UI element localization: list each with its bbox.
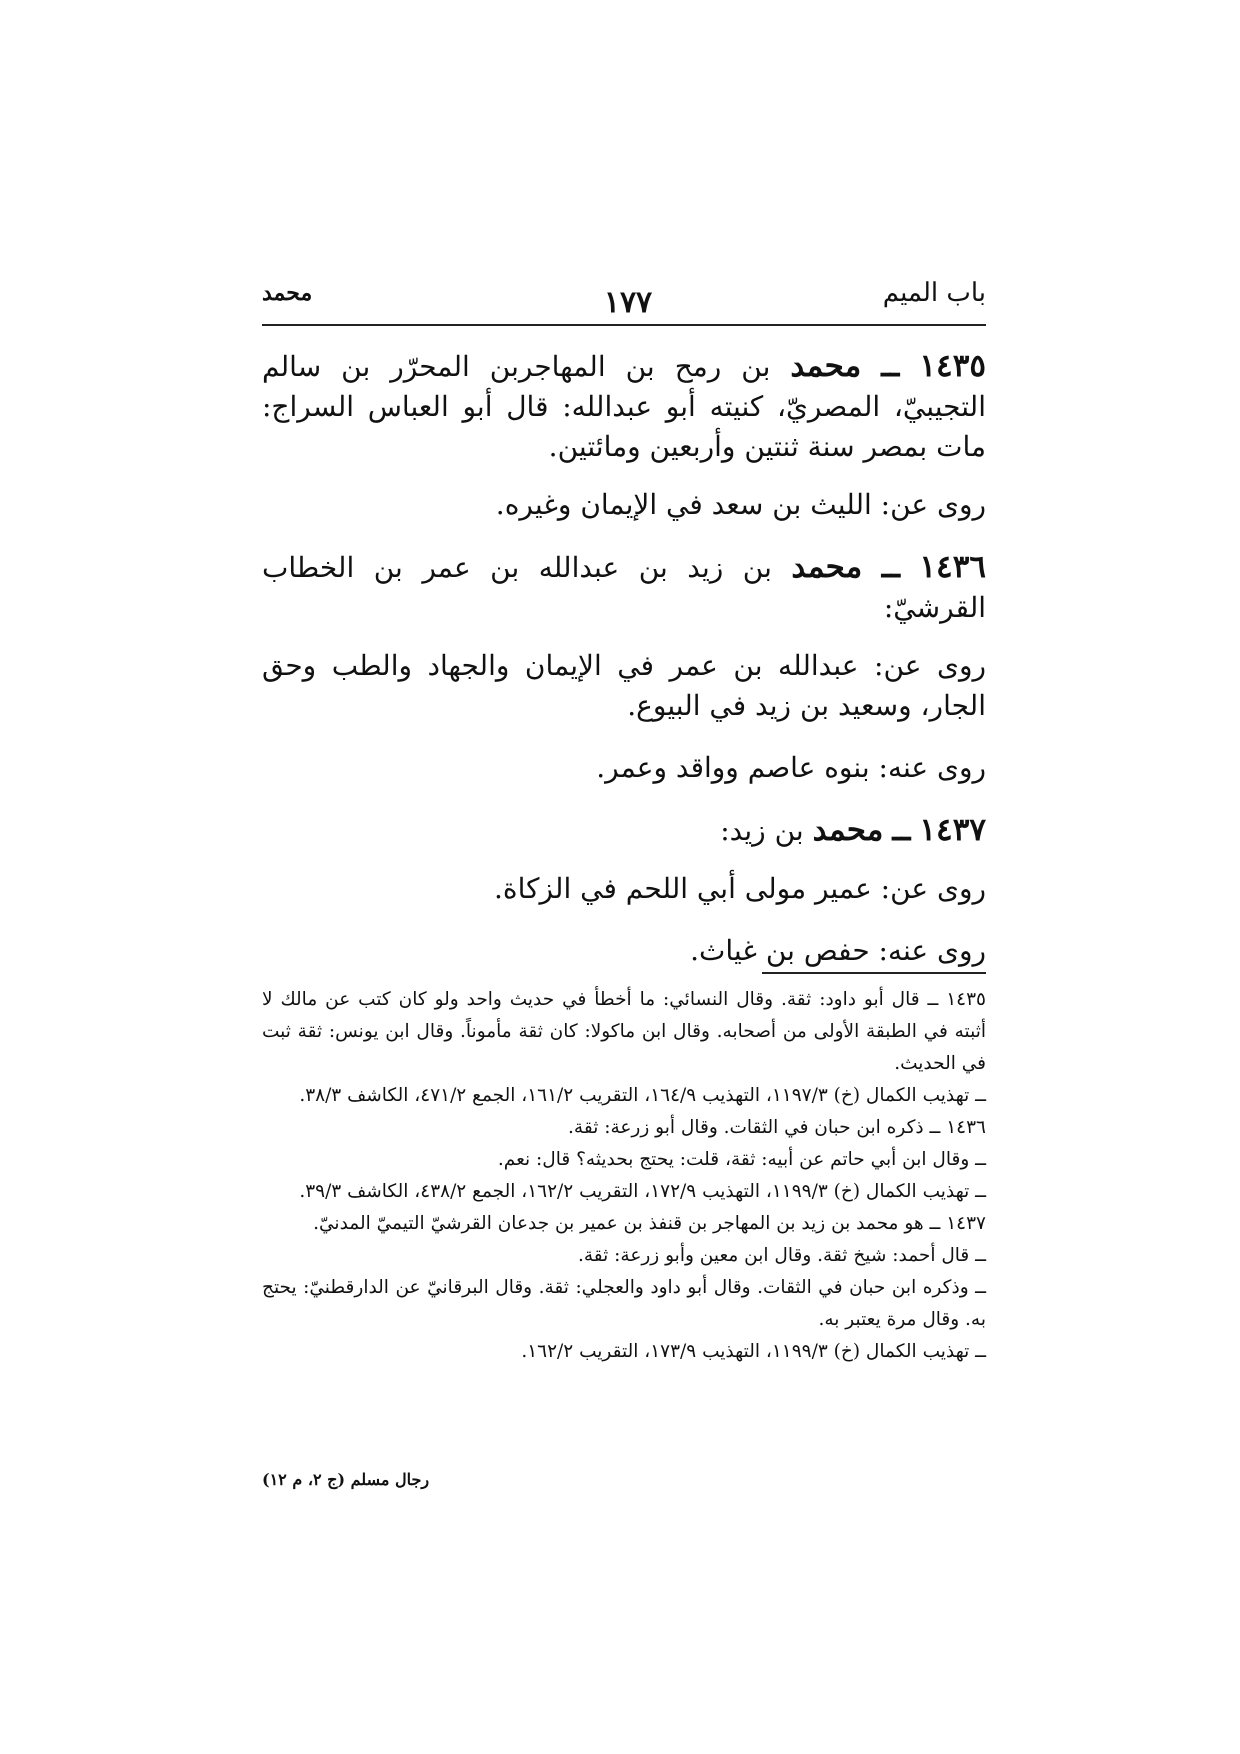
- footnote-line: ــ وقال ابن أبي حاتم عن أبيه: ثقة، قلت: يحتج بحديثه؟ قال: نعم.: [497, 1149, 986, 1170]
- entry-name: محمد: [790, 348, 862, 384]
- footnote-line: ــ تهذيب الكمال (خ) ١١٩٧/٣، التهذيب ١٦٤/٩، التقريب ١٦١/٢، الجمع ٤٧١/٢، الكاشف ٣٨/٣.: [299, 1085, 986, 1106]
- entry-dash: ــ: [881, 348, 900, 384]
- entry-1437-narrated-from: روى عن: عمير مولى أبي اللحم في الزكاة.: [494, 872, 986, 905]
- entry-1435: [262, 346, 986, 467]
- footnote-divider: [762, 972, 986, 974]
- footnote-1435: [262, 984, 986, 1112]
- chapter-title: باب الميم: [882, 278, 986, 308]
- entry-dash: ــ: [892, 812, 911, 848]
- entry-1435-narrated-from: روى عن: الليث بن سعد في الإيمان وغيره.: [495, 488, 986, 521]
- footnote-line: ــ قال أحمد: شيخ ثقة. وقال ابن معين وأبو زرعة: ثقة.: [578, 1245, 986, 1266]
- footnote-number: ١٤٣٧: [946, 1213, 986, 1234]
- footnote-line: [262, 1112, 986, 1144]
- footnote-line: ــ تهذيب الكمال (خ) ١١٩٩/٣، التهذيب ١٧٣/٩، التقريب ١٦٢/٢.: [521, 1341, 986, 1362]
- footnote-number: ١٤٣٥: [946, 989, 986, 1010]
- footnote-line: ــ وذكره ابن حبان في الثقات. وقال أبو داود والعجلي: ثقة. وقال البرقانيّ عن الدارقطنيّ: يحتج به. وقال مرة يعتبر به.: [262, 1277, 986, 1330]
- running-header: [262, 276, 986, 326]
- page-number: ١٧٧: [603, 285, 653, 320]
- entry-number: ١٤٣٦: [919, 549, 987, 585]
- signature-line: رجال مسلم (ج ٢، م ١٢): [262, 1470, 430, 1489]
- entry-number: ١٤٣٥: [919, 348, 986, 384]
- main-text: [262, 346, 986, 993]
- footnote-number: ١٤٣٦: [946, 1117, 986, 1138]
- section-title: محمد: [262, 280, 313, 306]
- entry-text: بن زيد بن عبدالله بن عمر بن الخطاب القرشيّ:: [262, 551, 986, 624]
- entry-text: بن رمح بن المهاجربن المحرّر بن سالم التجيبيّ، المصريّ، كنيته أبو عبدالله: قال أبو العباس السراج: مات بمصر سنة ثنتين وأربعين ومائتين.: [262, 350, 986, 463]
- entry-1436-narrated-from: روى عن: عبدالله بن عمر في الإيمان والجهاد والطب وحق الجار، وسعيد بن زيد في البيوع.: [262, 649, 986, 722]
- entry-number: ١٤٣٧: [919, 812, 986, 848]
- footnotes: [262, 984, 986, 1368]
- entry-text: بن زيد:: [720, 814, 804, 847]
- footnote-1437: [262, 1208, 986, 1368]
- footnote-text: ــ قال أبو داود: ثقة. وقال النسائي: ما أخطأ في حديث واحد ولو كان كتب عن مالك لا أثبته في الطبقة الأولى من أصحابه. وقال ابن ماكولا: كان ثقة مأموناً. وقال ابن يونس: ثقة ثبت في الحديث.: [262, 989, 986, 1074]
- footnote-1436: [262, 1112, 986, 1208]
- entry-dash: ــ: [881, 549, 900, 585]
- footnote-text: ــ ذكره ابن حبان في الثقات. وقال أبو زرعة: ثقة.: [568, 1117, 941, 1138]
- entry-1436: [262, 547, 986, 628]
- entry-name: محمد: [812, 812, 884, 848]
- entry-1436-narrated-by: روى عنه: بنوه عاصم وواقد وعمر.: [596, 751, 986, 784]
- entry-name: محمد: [791, 549, 863, 585]
- entry-1437: [262, 810, 986, 851]
- footnote-text: ــ هو محمد بن زيد بن المهاجر بن قنفذ بن عمير بن جدعان القرشيّ التيميّ المدنيّ.: [313, 1213, 941, 1234]
- footnote-line: [262, 984, 986, 1080]
- entry-1437-narrated-by: روى عنه: حفص بن غياث.: [690, 934, 986, 967]
- footnote-line: [262, 1208, 986, 1240]
- footnote-line: ــ تهذيب الكمال (خ) ١١٩٩/٣، التهذيب ١٧٢/٩، التقريب ١٦٢/٢، الجمع ٤٣٨/٢، الكاشف ٣٩/٣.: [299, 1181, 986, 1202]
